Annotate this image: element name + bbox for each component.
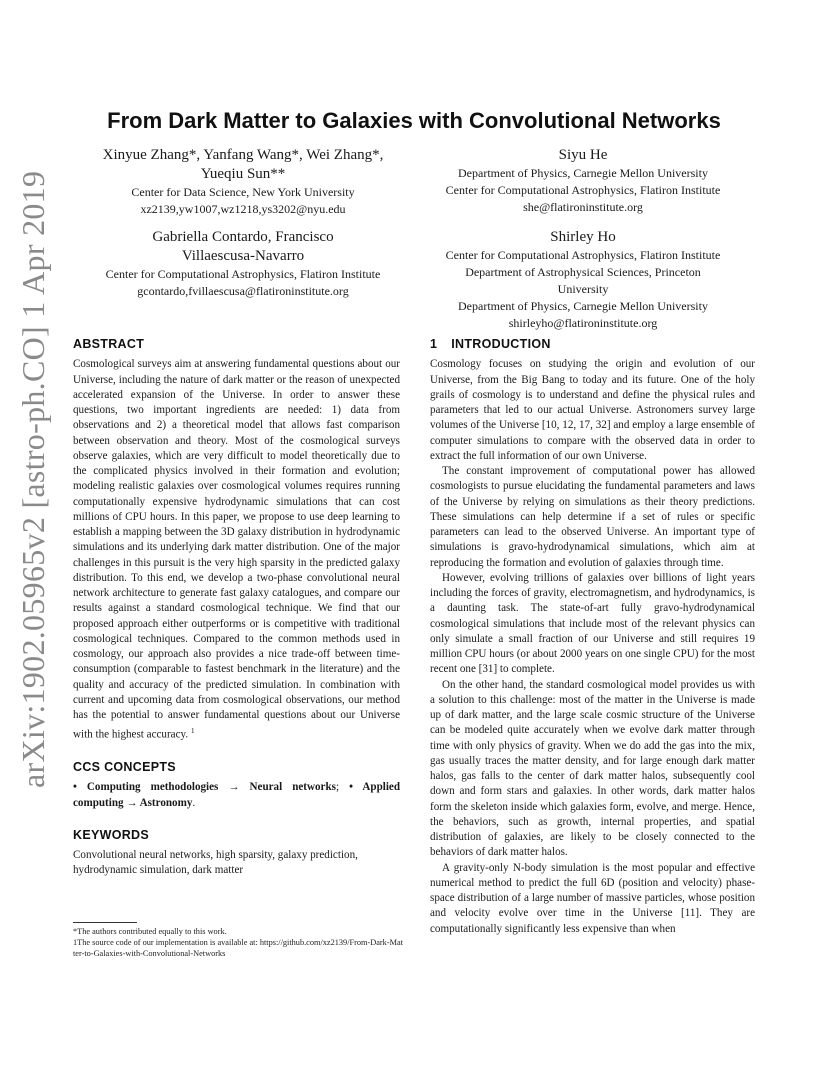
arxiv-identifier: arXiv:1902.05965v2 [astro-ph.CO] 1 Apr 2019 [15,170,51,788]
left-column [73,337,400,879]
intro-paragraph: On the other hand, the standard cosmological model provides us with a solution to this challenge: most of the matter in the Universe is made up of dark matter, and the large scale cosmic structure of the Universe can be modeled quite accurately when we evolve dark matter through time with only physics of gravity. When we do add the gas into the mix, gas usually traces the matter density, and for large enough dark matter halos, gas falls to the center of dark matter halos, subsequently cool down and form stars and galaxies. In other words, dark matter halos form the skeleton inside which galaxies form, evolve, and merge. Hence, the behaviors, such as growth, internal properties, and spatial distribution of galaxies, are likely to be closely connected to the behaviors of dark matter halos. [430,678,755,859]
author-email: shirleyho@flatironinstitute.org [508,316,658,330]
abstract-text: Cosmological surveys aim at answering fundamental questions about our Universe, including the nature of dark matter or the reason of unexpected accelerated expansion of the Universe. In order to answer these questions, two important ingredients are needed: 1) data from observations and 2) a theoretical model that allows fast comparison between observation and theory. Most of the cosmological surveys observe galaxies, which are very difficult to model theoretically due to the complicated physics involved in their formation and evolution; modeling realistic galaxies over cosmological volumes requires running computationally expensive hydrodynamic simulations that can cost millions of CPU hours. In this paper, we propose to use deep learning to establish a mapping between the 3D galaxy distribution in hydrodynamic simulations and its underlying dark matter distribution. One of the major challenges in this pursuit is the very high sparsity in the predicted galaxy distribution. To this end, we develop a two-phase convolutional neural network architecture to generate fast galaxy catalogues, and compare our results against a standard cosmological technique. We find that our proposed approach either outperforms or is competitive with traditional cosmological techniques. Compared to the common methods used in cosmology, our approach also provides a nice trade-off between time-consumption (comparable to fastest benchmark in the literature) and the quality and accuracy of the predicted simulation. In combination with current and upcoming data from cosmological observations, our method has the potential to answer fundamental questions about our Universe with the highest accuracy. $^1$ [73,358,400,741]
paper-title: From Dark Matter to Galaxies with Convolutional Networks [107,108,721,133]
author-names: Xinyue Zhang*, Yanfang Wang*, Wei Zhang*, [102,147,384,163]
right-column [430,337,755,937]
footnote-1: *The authors contributed equally to this work. [73,927,227,936]
keywords-heading: KEYWORDS [73,827,150,842]
author-affiliation: Department of Physics, Carnegie Mellon University [458,166,708,180]
author-names: Gabriella Contardo, Francisco [152,229,334,245]
intro-paragraph: Cosmology focuses on studying the origin and evolution of our Universe, from the Big Bang to today and its future. One of the holy grails of cosmology is to understand and define the physical rules and parameters that led to our actual Universe. Astronomers survey large volumes of the Universe [10, 12, 17, 32] and employ a large ensemble of computer simulations to compare with the observed data in order to extract the full information of our own Universe. [430,358,755,462]
abstract-heading: ABSTRACT [73,337,145,351]
author-names: Siyu He [558,147,608,163]
author-names-cont: Yueqiu Sun** [200,166,286,182]
author-affiliation: Center for Data Science, New York University [131,185,355,199]
author-block-4 [418,228,748,332]
intro-paragraph: The constant improvement of computational power has allowed cosmologists to pursue elucidating the fundamental parameters and laws of the Universe by relying on simulations as their theory predictions. These simulations can help determine if a set of rules or specific parameters can lead to the observed Universe. An important type of simulations is gravo-hydrodynamical simulations, which aim at reproducing the formation and evolution of galaxies through time. [430,465,755,569]
author-affiliation: Center for Computational Astrophysics, Flatiron Institute [445,248,721,262]
footnote-2: 1The source code of our implementation is available at: https://github.com/xz2139/From-Dark-Matter-to-Galaxies-with-Convolutional-Networks [73,938,403,958]
footnote-rule [73,922,137,923]
author-block-3 [78,228,408,300]
footnote-mark: 1 [190,726,195,736]
author-block-1 [78,146,408,218]
intro-heading: 1 INTRODUCTION [430,337,551,351]
author-email: xz2139,yw1007,wz1218,ys3202@nyu.edu [140,202,346,216]
footnotes [73,922,403,959]
intro-paragraph: A gravity-only N-body simulation is the most popular and effective numerical method to predict the full 6D (position and velocity) phase-space distribution of a large number of massive particles, whose position and velocity evolve over time in the Universe [11]. They are computationally significantly less expensive than when [430,861,755,935]
keywords-text: Convolutional neural networks, high sparsity, galaxy prediction, hydrodynamic simulation, dark matter [73,849,358,877]
author-affiliation: Department of Physics, Carnegie Mellon University [458,299,708,313]
author-block-2 [418,146,748,216]
author-names-cont: Villaescusa-Navarro [181,248,305,264]
author-affiliation: University [557,282,609,296]
ccs-heading: CCS CONCEPTS [73,760,176,775]
author-affiliation: Department of Astrophysical Sciences, Princeton [465,265,701,279]
intro-paragraph: However, evolving trillions of galaxies over billions of light years including the forces of gravity, electromagnetism, and hydrodynamics, is a daunting task. The state-of-art fully gravo-hydrodynamical cosmological simulations that include most of the relevant physics can only simulate a small fraction of our Universe and still requires 19 million CPU hours (or about 2000 years on one single CPU) for the most recent one [31] to complete. [430,571,755,676]
author-affiliation: Center for Computational Astrophysics, Flatiron Institute [445,183,721,197]
author-names: Shirley Ho [550,229,616,245]
author-email: she@flatironinstitute.org [523,200,643,214]
author-affiliation: Center for Computational Astrophysics, Flatiron Institute [105,267,381,281]
ccs-text: • Computing methodologies → Neural networks; • Applied computing → Astronomy. [73,781,401,809]
author-email: gcontardo,fvillaescusa@flatironinstitute.org [137,284,349,298]
